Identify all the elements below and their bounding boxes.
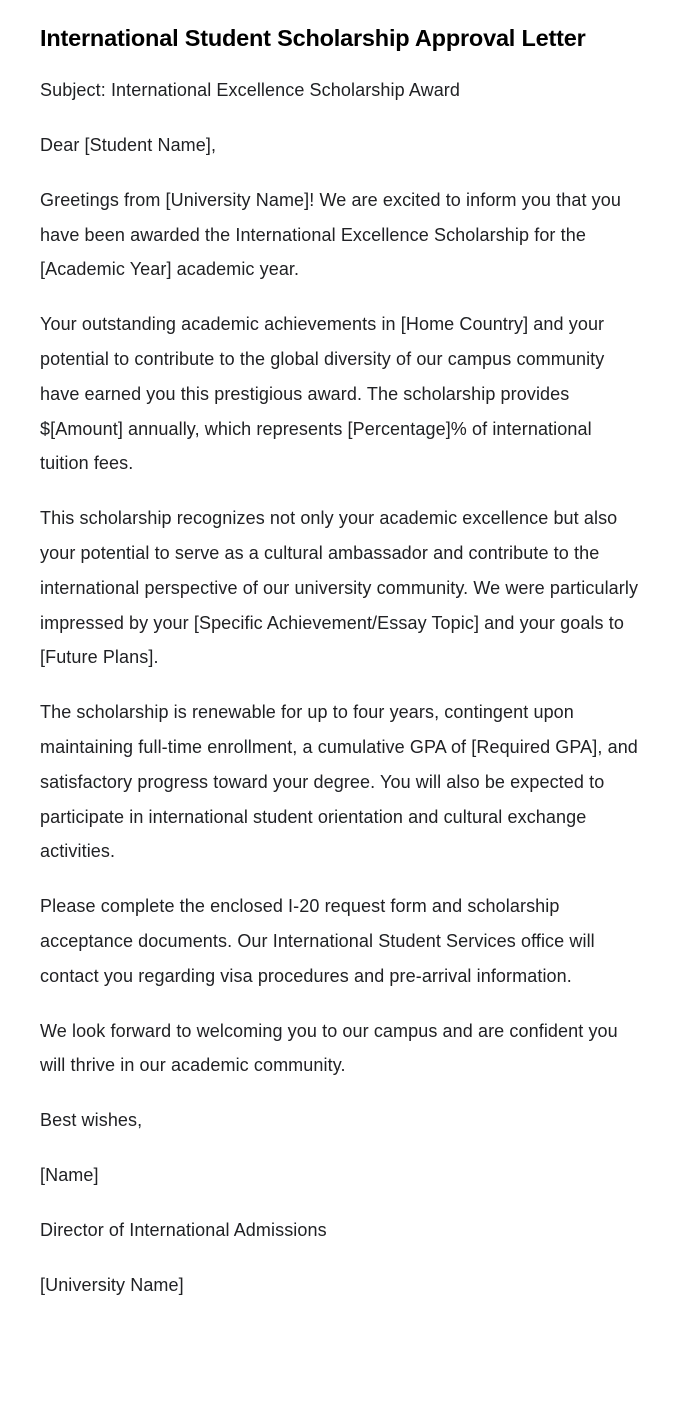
document-paragraph: Greetings from [University Name]! We are excited to inform you that you have been awarded the International Excellence Scholarship for the [Academic Year] academic year. (40, 189, 621, 280)
document-paragraph: Your outstanding academic achievements in [Home Country] and your potential to contribute to the global diversity of our campus community have earned you this prestigious award. The scholarship provides $[Amount] annually, which represents [Percentage]% of international tuition fees. (40, 314, 605, 474)
document-title: International Student Scholarship Approval Letter (40, 25, 586, 51)
document-paragraph: [Name] (40, 1164, 99, 1185)
document-paragraph: Director of International Admissions (40, 1219, 327, 1240)
document-body (40, 73, 641, 1302)
document-paragraph: We look forward to welcoming you to our campus and are confident you will thrive in our academic community. (40, 1020, 618, 1076)
document-paragraph: Best wishes, (40, 1110, 143, 1131)
document-paragraph: This scholarship recognizes not only your academic excellence but also your potential to serve as a cultural ambassador and contribute to the international perspective of our university community. We were particularly impressed by your [Specific Achievement/Essay Topic] and your goals to [Future Plans]. (40, 508, 639, 668)
document-paragraph: Subject: International Excellence Scholarship Award (40, 80, 461, 101)
document-paragraph: Dear [Student Name], (40, 134, 217, 155)
document-paragraph: The scholarship is renewable for up to four years, contingent upon maintaining full-time enrollment, a cumulative GPA of [Required GPA], and satisfactory progress toward your degree. You will also be expected to participate in international student orientation and cultural exchange activities. (40, 702, 638, 862)
document-paragraph: [University Name] (40, 1274, 184, 1295)
document-paragraph: Please complete the enclosed I-20 request form and scholarship acceptance documents. Our International Student Services office will contact you regarding visa procedures and pre-arrival information. (40, 896, 595, 986)
